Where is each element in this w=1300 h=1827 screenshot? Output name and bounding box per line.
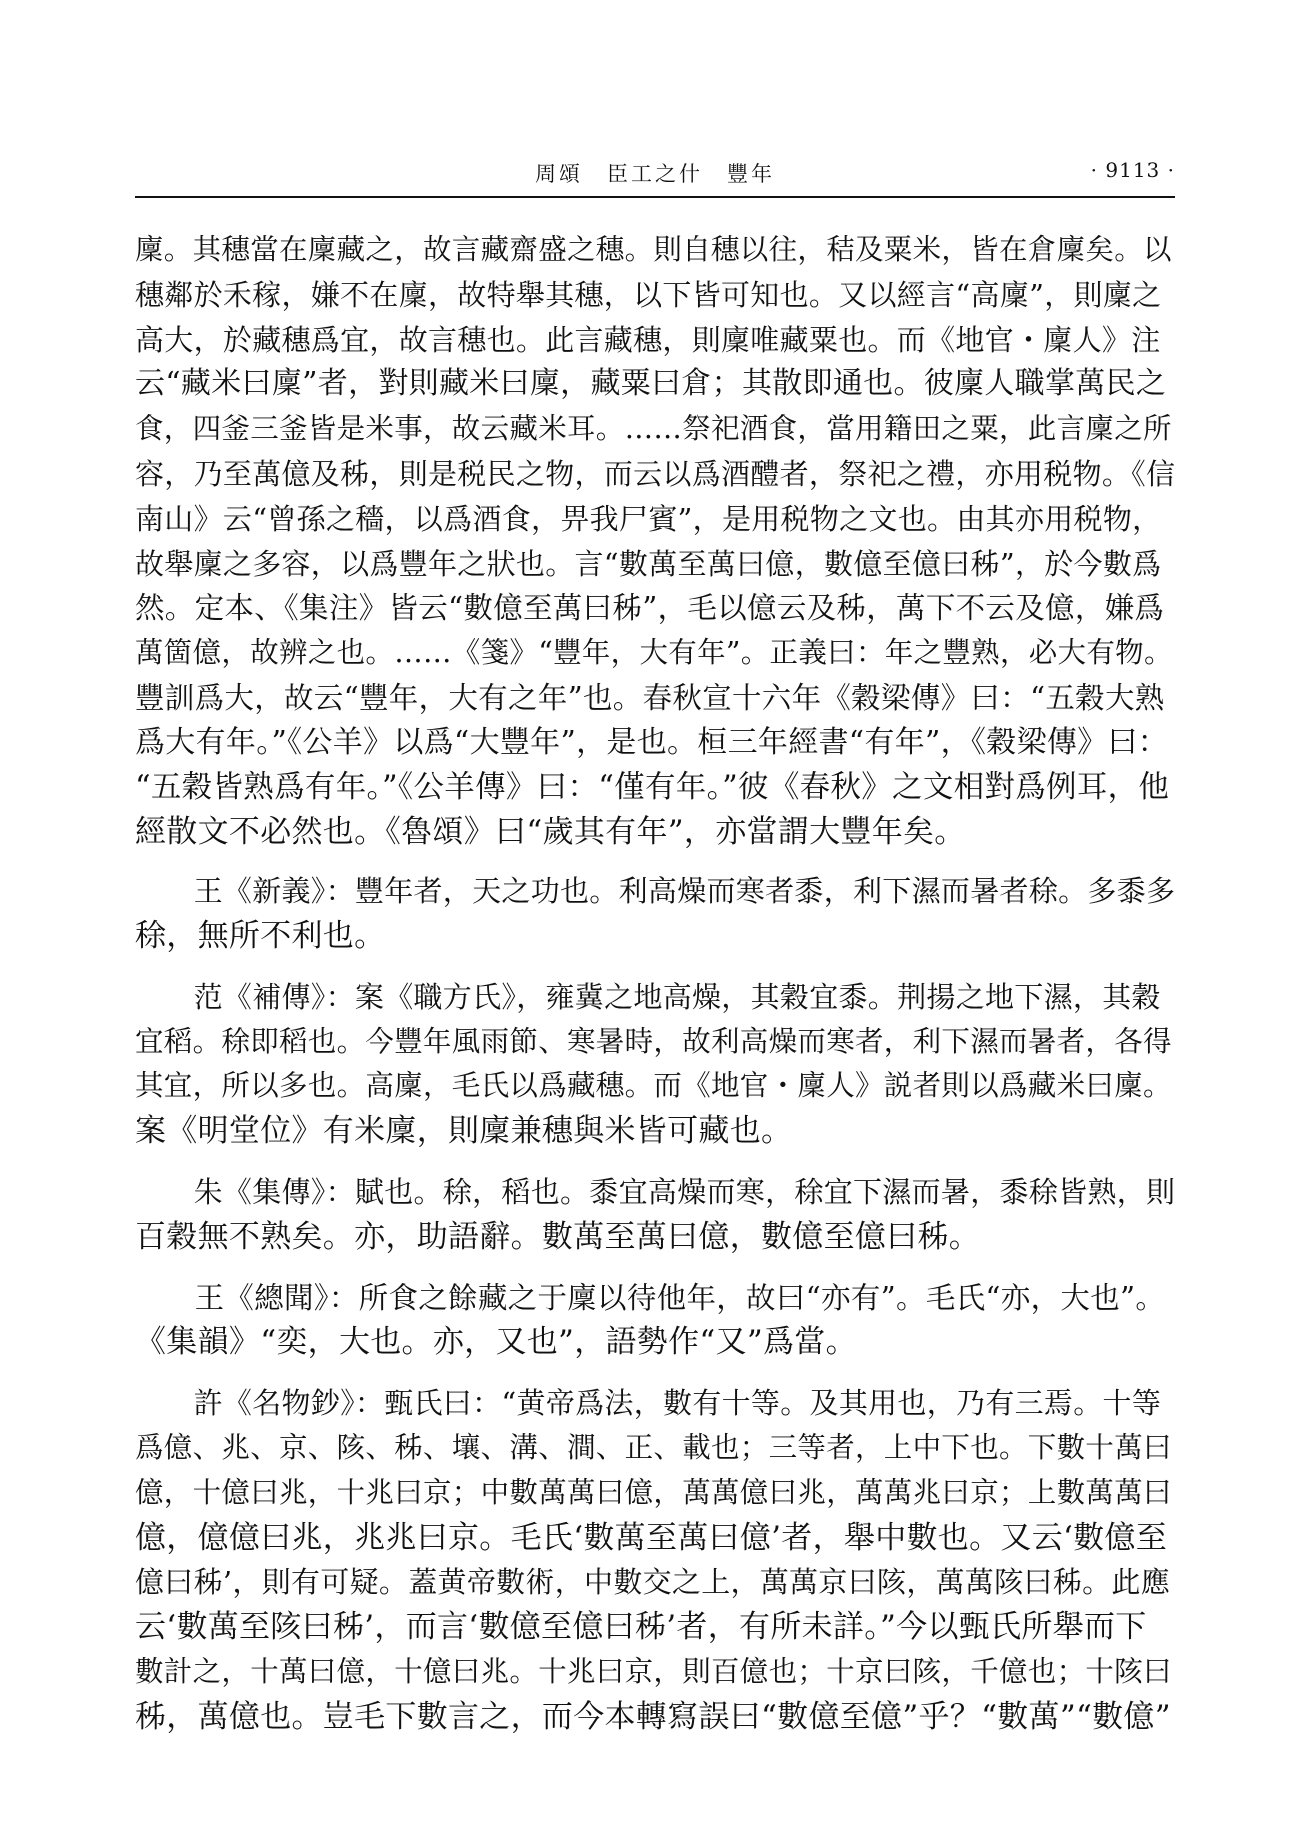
paragraph (135, 1381, 1175, 1739)
text-line: 云‘數萬至陔曰秭’，而言‘數億至億曰秭’者，有所未詳。”今以甄氏所舉而下 (135, 1609, 1147, 1646)
text-line: 故舉廩之多容，以爲豐年之狀也。言“數萬至萬曰億，數億至億曰秭”，於今數爲 (135, 546, 1162, 581)
text-line: 許《名物鈔》：甄氏曰：“黄帝爲法，數有十等。及其用也，乃有三焉。十等 (135, 1386, 1162, 1421)
text-line: 高大，於藏穗爲宜，故言穗也。此言藏穗，則廩唯藏粟也。而《地官・廩人》注 (135, 322, 1161, 357)
text-line: 南山》云“曾孫之穡，以爲酒食，畀我尸賓”，是用税物之文也。由其亦用税物， (135, 501, 1162, 536)
text-line: 朱《集傳》：賦也。稌，稻也。黍宜高燥而寒，稌宜下濕而暑，黍稌皆熟，則 (135, 1174, 1176, 1209)
paragraph (135, 975, 1175, 1154)
page-number: · 9113 · (1090, 158, 1175, 182)
text-line: 廩。其穗當在廩藏之，故言藏齋盛之穗。則自穗以往，秸及粟米，皆在倉廩矣。以 (135, 233, 1172, 266)
text-line: 然。定本、《集注》皆云“數億至萬曰秭”，毛以億云及秭，萬下不云及億，嫌爲 (135, 591, 1165, 626)
paragraph (135, 869, 1175, 959)
text-line: 范《補傳》：案《職方氏》，雍冀之地高燥，其穀宜黍。荆揚之地下濕，其穀 (135, 979, 1161, 1014)
text-line: 爲大有年。”《公羊》以爲“大豐年”，是也。桓三年經書“有年”，《穀梁傳》曰： (135, 724, 1169, 760)
text-line: 案《明堂位》有米廩，則廩兼穗與米皆可藏也。 (135, 1113, 793, 1150)
text-line: “五穀皆熟爲有年。”《公羊傳》曰：“僅有年。”彼《春秋》之文相對爲例耳，他 (135, 769, 1170, 805)
text-line: 稌，無所不利也。 (135, 917, 386, 954)
text-line: 豐訓爲大，故云“豐年，大有之年”也。春秋宣十六年《穀梁傳》曰：“五穀大熟 (135, 680, 1165, 715)
text-line: 爲億、兆、京、陔、秭、壤、溝、澗、正、載也；三等者，上中下也。下數十萬曰 (135, 1430, 1172, 1464)
text-line: 萬箇億，故辨之也。……《箋》“豐年，大有年”。正義曰：年之豐熟，必大有物。 (135, 636, 1173, 670)
text-line: 經散文不必然也。《魯頌》曰“歲其有年”，亦當謂大豐年矣。 (135, 814, 966, 851)
text-line: 云“藏米曰廩”者，對則藏米曰廩，藏粟曰倉；其散即通也。彼廩人職掌萬民之 (135, 366, 1167, 402)
text-line: 億，十億曰兆，十兆曰京；中數萬萬曰億，萬萬億曰兆，萬萬兆曰京；上數萬萬曰 (135, 1475, 1172, 1509)
paragraph (135, 1170, 1175, 1260)
text-line: 秭，萬億也。豈毛下數言之，而今本轉寫誤曰“數億至億”乎？“數萬”“數億” (135, 1698, 1171, 1735)
text-line: 《集韻》“奕，大也。亦，又也”，語勢作“又”爲當。 (135, 1324, 857, 1361)
header-title: 周頌 臣工之什 豐年 (535, 162, 775, 186)
text-line: 億曰秭’，則有可疑。蓋黄帝數術，中數交之上，萬萬京曰陔，萬萬陔曰秭。此應 (135, 1565, 1171, 1600)
text-line: 王《總聞》：所食之餘藏之于廩以待他年，故曰“亦有”。毛氏“亦，大也”。 (135, 1280, 1166, 1315)
text-line: 穗鄰於禾稼，嫌不在廩，故特舉其穗，以下皆可知也。又以經言“高廩”，則廩之 (135, 277, 1162, 312)
paragraph (135, 1276, 1175, 1366)
text-body (135, 228, 1175, 1756)
text-line: 食，四釜三釜皆是米事，故云藏米耳。……祭祀酒食，當用籍田之粟，此言廩之所 (135, 412, 1172, 446)
header-rule (135, 196, 1175, 198)
text-line: 宜稻。稌即稻也。今豐年風雨節、寒暑時，故利高燥而寒者，利下濕而暑者，各得 (135, 1024, 1172, 1058)
text-line: 容，乃至萬億及秭，則是税民之物，而云以爲酒醴者，祭祀之禮，亦用税物。《信 (135, 456, 1176, 491)
text-line: 其宜，所以多也。高廩，毛氏以爲藏穗。而《地官・廩人》説者則以爲藏米曰廩。 (135, 1069, 1172, 1103)
paragraph (135, 228, 1175, 855)
text-line: 億，億億曰兆，兆兆曰京。毛氏‘數萬至萬曰億’者，舉中數也。又云‘數億至 (135, 1519, 1168, 1556)
text-line: 王《新義》：豐年者，天之功也。利高燥而寒者黍，利下濕而暑者稌。多黍多 (135, 874, 1176, 909)
running-header (135, 158, 1175, 194)
text-line: 百穀無不熟矣。亦，助語辭。數萬至萬曰億，數億至億曰秭。 (135, 1218, 981, 1255)
text-line: 數計之，十萬曰億，十億曰兆。十兆曰京，則百億也；十京曰陔，千億也；十陔曰 (135, 1654, 1172, 1688)
